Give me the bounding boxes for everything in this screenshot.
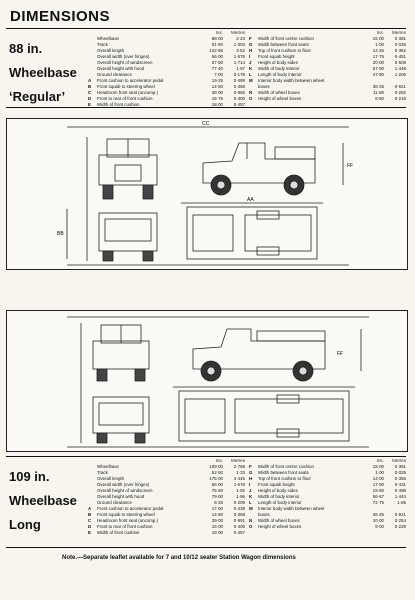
spec-inches: 19·60	[372, 488, 384, 493]
model-name: ‘Regular’	[9, 89, 66, 104]
spec-key: H	[249, 48, 253, 53]
spec-metres: 0·381	[394, 464, 406, 469]
spec-inches: 17·00	[211, 506, 223, 511]
spec-metres: 0·282	[394, 90, 406, 95]
vehicle-drawing-88	[7, 119, 407, 269]
header-metres: Metres	[391, 30, 406, 35]
spec-key: J	[249, 60, 252, 65]
spec-description: Width of wheel boxes	[258, 90, 300, 95]
spec-key: N	[249, 90, 253, 95]
spec-inches: 175·00	[209, 476, 223, 481]
vehicle-drawing-109	[7, 311, 407, 451]
spec-table-109	[6, 456, 406, 548]
spec-row	[88, 530, 245, 536]
spec-description: Overall height of windscreen	[97, 488, 153, 493]
spec-inches: 18·00	[211, 102, 223, 107]
spec-metres: 0·489	[233, 78, 245, 83]
spec-metres: 0·457	[233, 530, 245, 535]
spec-description: Front squab height	[258, 54, 295, 59]
spec-row	[249, 96, 406, 102]
spec-key: E	[88, 102, 91, 107]
spec-description: Front cushion to accelerator pedal	[97, 78, 164, 83]
spec-description: Width of front centre cushion	[258, 36, 314, 41]
spec-inches: 67·50	[211, 60, 223, 65]
spec-metres: 0·406	[233, 524, 245, 529]
header-metres: Metres	[230, 458, 245, 463]
spec-metres: 0·381	[394, 36, 406, 41]
spec-key: N	[249, 518, 253, 523]
plan-view-body	[179, 391, 349, 441]
spec-inches: 16·00	[211, 524, 223, 529]
model-name: Long	[9, 517, 41, 532]
spec-description: Height of body sides	[258, 60, 298, 65]
spec-metres: 3·62	[236, 48, 245, 53]
header-metres: Metres	[230, 30, 245, 35]
spec-key: D	[88, 96, 92, 101]
spec-inches: 66·00	[211, 54, 223, 59]
spec-key: M	[249, 506, 253, 511]
spec-key: I	[249, 482, 251, 487]
spec-column-right	[249, 458, 406, 547]
spec-inches: 8·25	[214, 500, 223, 505]
spec-metres: 0·991	[233, 518, 245, 523]
spec-inches: 39·00	[211, 518, 223, 523]
spec-inches: 57·00	[372, 66, 384, 71]
spec-description: Overall height with hood	[97, 66, 145, 71]
wheelbase-size: 109 in.	[9, 469, 50, 484]
page-title: DIMENSIONS	[10, 8, 111, 25]
spec-key: E	[88, 530, 91, 535]
spec-metres: 1·303	[233, 42, 245, 47]
spec-metres: 0·209	[233, 500, 245, 505]
spec-metres: 0·965	[233, 90, 245, 95]
spec-inches: 10·00	[372, 518, 384, 523]
spec-inches: 14·50	[211, 512, 223, 517]
drawing-panel-109	[6, 310, 408, 452]
spec-inches: 18·00	[211, 530, 223, 535]
spec-key: A	[88, 78, 92, 83]
spec-key: F	[249, 464, 252, 469]
spec-key: B	[88, 512, 92, 517]
section-label-109	[6, 457, 88, 547]
header-metres: Metres	[391, 458, 406, 463]
header-ins: Ins.	[376, 458, 384, 463]
spec-key: L	[249, 500, 252, 505]
spec-description: Width of front cushion	[97, 102, 140, 107]
spec-key: D	[88, 524, 92, 529]
spec-metres: 0·451	[394, 54, 406, 59]
spec-description: Interior body width between wheel	[258, 506, 325, 511]
spec-key: O	[249, 524, 253, 529]
spec-inches: 75·60	[211, 488, 223, 493]
spec-inches: 36·25	[372, 512, 384, 517]
spec-metres: 0·438	[233, 506, 245, 511]
spec-metres: 0·368	[233, 512, 245, 517]
spec-metres: 0·921	[394, 512, 406, 517]
spec-inches: 15·00	[372, 36, 384, 41]
front-view-wheel-left	[103, 185, 113, 199]
spec-description: Overall height of windscreen	[97, 60, 153, 65]
spec-inches: 15·75	[211, 96, 223, 101]
spec-inches: 1·00	[375, 42, 384, 47]
spec-description: Length of body interior	[258, 72, 302, 77]
spec-description: Front to rear of front cushion	[97, 524, 153, 529]
spec-description: Overall length	[97, 48, 125, 53]
spec-inches: 14·25	[372, 48, 384, 53]
spec-key: J	[249, 488, 252, 493]
spec-key: G	[249, 42, 253, 47]
spec-metres: 0·431	[394, 482, 406, 487]
spec-key: K	[249, 494, 253, 499]
spec-description: Front squab height	[258, 482, 295, 487]
spec-metres: 0·356	[394, 476, 406, 481]
spec-inches: 15·00	[372, 464, 384, 469]
spec-description: Width of body interior	[258, 494, 300, 499]
section-label-88	[6, 29, 88, 107]
spec-inches: 11·80	[373, 90, 384, 95]
spec-row	[88, 102, 245, 108]
spec-metres: 1·444	[394, 494, 406, 499]
drawing-panel-88	[6, 118, 408, 270]
front-view-body	[99, 155, 157, 185]
spec-inches: 72·75	[372, 500, 384, 505]
spec-description: Track	[97, 42, 108, 47]
dim-label-bb: BB	[57, 231, 64, 237]
spec-description: Width of front centre cushion	[258, 464, 314, 469]
spec-description: Width between front seats	[258, 42, 309, 47]
spec-table-88	[6, 28, 406, 108]
spec-description: Ground clearance	[97, 72, 132, 77]
spec-inches: 142·66	[209, 48, 223, 53]
spec-metres: 0·400	[233, 96, 245, 101]
dim-label-ff: FF	[337, 351, 344, 357]
spec-key: A	[88, 506, 92, 511]
spec-metres: 1·96	[236, 494, 245, 499]
spec-description: Top of front cushion to floor	[258, 48, 311, 53]
spec-description: Top of front cushion to floor	[258, 476, 311, 481]
spec-inches: 14·50	[211, 84, 223, 89]
spec-inches: 109·00	[209, 464, 223, 469]
spec-metres: 0·025	[394, 42, 406, 47]
header-ins: Ins.	[215, 30, 223, 35]
spec-inches: 77·40	[211, 66, 223, 71]
spec-inches: 38·00	[211, 90, 223, 95]
spec-metres: 0·498	[394, 488, 406, 493]
spec-inches: 20·00	[372, 60, 384, 65]
spec-description: Overall width (over hinges)	[97, 54, 150, 59]
spec-metres: 1·206	[394, 72, 406, 77]
header-ins: Ins.	[215, 458, 223, 463]
spec-metres: 1·676	[233, 482, 245, 487]
spec-inches: 17·75	[372, 54, 384, 59]
spec-inches: 9·00	[375, 524, 384, 529]
spec-description: Interior body width between wheel	[258, 78, 325, 83]
spec-inches: 19·25	[211, 78, 223, 83]
spec-inches: 47·90	[372, 72, 384, 77]
spec-key: C	[88, 518, 92, 523]
spec-metres: 1·97	[236, 66, 245, 71]
spec-row	[249, 524, 406, 530]
spec-key: K	[249, 66, 253, 71]
spec-inches: 79·00	[211, 494, 223, 499]
spec-description: Width of front cushion	[97, 530, 140, 535]
spec-description: Width of body interior	[258, 66, 300, 71]
dim-label-ff: FF	[347, 163, 354, 169]
spec-metres: 0·229	[394, 524, 406, 529]
spec-column-right	[249, 30, 406, 107]
spec-inches: 36·25	[372, 84, 384, 89]
spec-description: Wheelbase	[97, 464, 119, 469]
spec-column-left	[88, 458, 245, 547]
spec-metres: 0·025	[394, 470, 406, 475]
spec-metres: 1·33	[236, 470, 245, 475]
spec-description: Track	[97, 470, 108, 475]
spec-metres: 0·508	[394, 60, 406, 65]
spec-inches: 51·50	[211, 42, 223, 47]
header-ins: Ins.	[376, 30, 384, 35]
spec-description: Headroom front seat (uncomp.)	[97, 518, 159, 523]
spec-metres: 0·921	[394, 84, 406, 89]
spec-key: M	[249, 78, 253, 83]
spec-metres: 0·457	[233, 102, 245, 107]
spec-key: B	[88, 84, 92, 89]
spec-description: Width of wheel boxes	[258, 518, 300, 523]
spec-key: F	[249, 36, 252, 41]
spec-description: Overall length	[97, 476, 125, 481]
spec-inches: 88·00	[211, 36, 223, 41]
spec-description: Front squab to steering wheel	[97, 84, 155, 89]
spec-key: H	[249, 476, 253, 481]
spec-key: I	[249, 54, 251, 59]
spec-description: Width between front seats	[258, 470, 309, 475]
dim-label-aa: AA	[247, 197, 254, 203]
spec-metres: 1·714	[233, 60, 245, 65]
spec-metres: 2·768	[233, 464, 245, 469]
spec-inches: 52·50	[211, 470, 223, 475]
spec-description: Overall height with hood	[97, 494, 145, 499]
spec-description: Front to rear of front cushion	[97, 96, 153, 101]
spec-inches: 7·00	[214, 72, 223, 77]
spec-inches: 1·00	[375, 470, 384, 475]
wheelbase-word: Wheelbase	[9, 493, 77, 508]
footnote: Note.—Separate leaflet available for 7 and 10/12 seater Station Wagon dimensions	[62, 555, 296, 561]
spec-metres: 0·362	[394, 48, 406, 53]
spec-inches: 14·00	[372, 476, 384, 481]
wheelbase-size: 88 in.	[9, 41, 43, 56]
spec-key: O	[249, 96, 253, 101]
front-view-body	[93, 341, 149, 369]
dim-label-cc: CC	[202, 121, 210, 127]
spec-metres: 4·445	[233, 476, 245, 481]
spec-metres: 0·178	[233, 72, 245, 77]
wheelbase-word: Wheelbase	[9, 65, 77, 80]
spec-metres: 1·85	[397, 500, 406, 505]
spec-description: Height of body sides	[258, 488, 298, 493]
spec-key: G	[249, 470, 253, 475]
spec-key: L	[249, 72, 252, 77]
spec-description: boxes	[258, 512, 270, 517]
spec-description: Height of wheel boxes	[258, 524, 302, 529]
spec-metres: 2·23	[236, 36, 245, 41]
spec-inches: 66·00	[211, 482, 223, 487]
spec-description: Front cushion to accelerator pedal	[97, 506, 164, 511]
spec-metres: 0·368	[233, 84, 245, 89]
spec-metres: 1·92	[236, 488, 245, 493]
spec-metres: 1·448	[394, 66, 406, 71]
spec-description: Ground clearance	[97, 500, 132, 505]
spec-description: boxes	[258, 84, 270, 89]
spec-metres: 1·676	[233, 54, 245, 59]
spec-inches: 8·80	[375, 96, 384, 101]
spec-description: Overall width (over hinges)	[97, 482, 150, 487]
spec-column-left	[88, 30, 245, 107]
spec-inches: 56·67	[372, 494, 384, 499]
spec-metres: 0·254	[394, 518, 406, 523]
front-view-wheel-right	[143, 185, 153, 199]
spec-description: Headroom front seat (uncomp.)	[97, 90, 159, 95]
spec-key: C	[88, 90, 92, 95]
spec-description: Front squab to steering wheel	[97, 512, 155, 517]
spec-metres: 0·216	[394, 96, 406, 101]
spec-description: Length of body interior	[258, 500, 302, 505]
spec-description: Wheelbase	[97, 36, 119, 41]
spec-inches: 17·00	[372, 482, 384, 487]
spec-description: Height of wheel boxes	[258, 96, 302, 101]
